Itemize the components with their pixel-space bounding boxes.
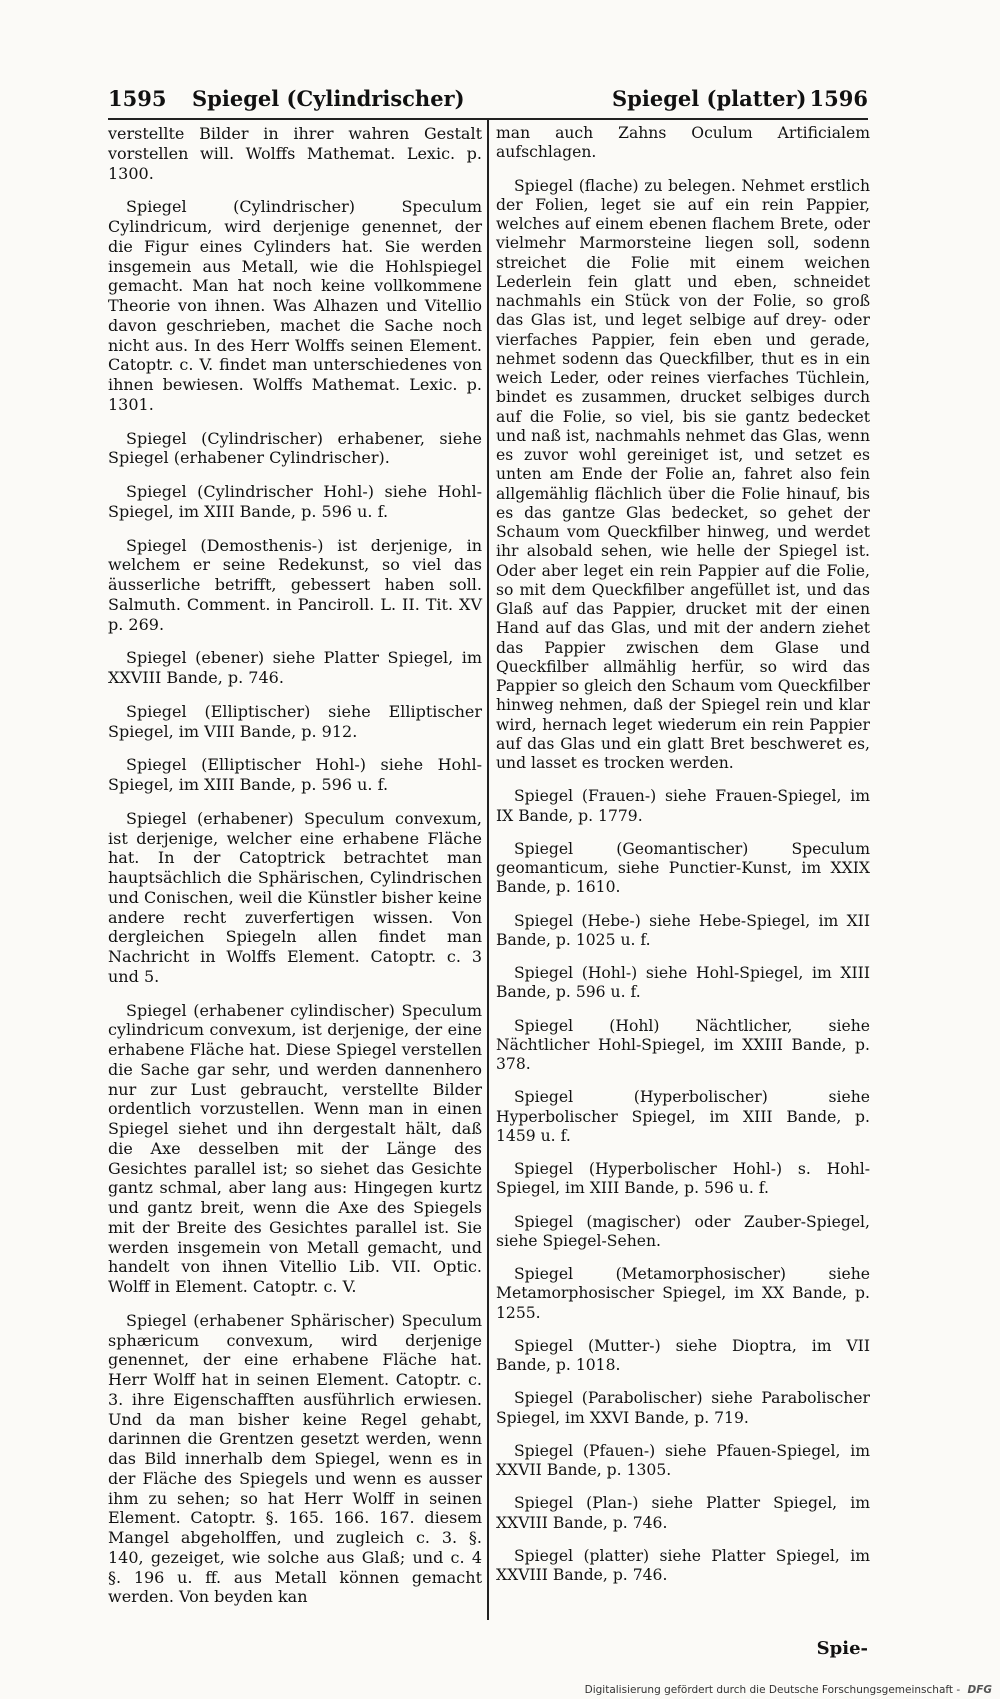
entry: Spiegel (Cylindrischer Hohl-) siehe Hohl-Spiegel, im XIII Bande, p. 596 u. f. — [108, 482, 482, 521]
entry: Spiegel (Frauen-) siehe Frauen-Spiegel, im IX Bande, p. 1779. — [496, 787, 870, 825]
entry: Spiegel (erhabener) Speculum convexum, ist derjenige, welcher eine erhabene Fläche hat. In der Catoptrick betrachtet man hauptsächlich die Sphärischen, Cylindrischen und Conischen, weil die Künstler bisher keine andere recht zuverfertigen wissen. Von dergleichen Spiegeln allen findet man Nachricht in Wolffs Element. Catoptr. c. 3 und 5. — [108, 808, 482, 986]
entry: Spiegel (Hohl) Nächtlicher, siehe Nächtlicher Hohl-Spiegel, im XXIII Bande, p. 378. — [496, 1016, 870, 1073]
catchword: Spie- — [816, 1638, 868, 1659]
entry: Spiegel (Cylindrischer) erhabener, siehe Spiegel (erhabener Cylindrischer). — [108, 428, 482, 468]
footer-text: Digitalisierung gefördert durch die Deutsche Forschungsgemeinschaft - — [584, 1684, 961, 1696]
entry: Spiegel (Elliptischer Hohl-) siehe Hohl-Spiegel, im XIII Bande, p. 596 u. f. — [108, 755, 482, 794]
entry: verstellte Bilder in ihrer wahren Gestalt vorstellen will. Wolffs Mathemat. Lexic. p. 1300. — [108, 124, 482, 183]
page-header — [108, 86, 868, 114]
digitization-footer — [540, 1684, 992, 1698]
page-number-right: 1596 — [809, 86, 868, 111]
entry: man auch Zahns Oculum Artificialem aufschlagen. — [496, 124, 870, 162]
page-number-left: 1595 — [108, 86, 167, 111]
running-title-right: Spiegel (platter) — [612, 86, 807, 111]
entry: Spiegel (flache) zu belegen. Nehmet erstlich der Folien, leget sie auf ein rein Pappier, welches auf einem ebenen flachem Brete, oder vielmehr Marmorsteine liegen soll, sodenn streichet die Folie mit einem weichen Lederlein fein glatt und eben, schneidet nachmahls ein Stück von der Folie, so groß das Glas ist, und leget selbige auf drey- oder vierfaches Pappier, fein eben und gerade, nehmet sodenn das Queckfilber, thut es in ein weich Leder, oder reines vierfaches Tüchlein, bindet es zusammen, drucket selbiges durch auf die Folie, so viel, bis sie gantz bedecket und naß ist, nachmahls nehmet das Glas, wenn es zuvor wohl gereiniget ist, und setzet es unten am Ende der Folie an, fahret also fein allgemählig flächlich über die Folie hinauf, bis es das gantze Glas bedecket, so gehet der Schaum vom Queckfilber hinweg, und werdet ihr alsobald sehen, wie helle der Spiegel ist. Oder aber leget ein rein Pappier auf die Folie, so mit dem Queckfilber angefüllet ist, und das Glaß auf das Pappier, drucket mit der einen Hand auf das Glas, und mit der andern ziehet das Pappier zwischen dem Glase und Queckfilber allmählig herfür, so wird das Pappier so gleich den Schaum vom Queckfilber hinweg nehmen, daß der Spiegel rein und klar wird, hernach leget wiederum ein rein Pappier auf das Glas und ein glatt Bret beschweret es, und lasset es trocken werden. — [496, 176, 870, 772]
entry: Spiegel (Hohl-) siehe Hohl-Spiegel, im XIII Bande, p. 596 u. f. — [496, 964, 870, 1002]
entry: Spiegel (Mutter-) siehe Dioptra, im VII Bande, p. 1018. — [496, 1336, 870, 1374]
entry: Spiegel (erhabener Sphärischer) Speculum sphæricum convexum, wird derjenige genennet, der eine erhabene Fläche hat. Herr Wolff hat in seinen Element. Catoptr. c. 3. ihre Eigenschafften ausführlich erwiesen. Und da man bisher keine Regel gehabt, darinnen die Grentzen gesetzt werden, wenn das Bild innerhalb dem Spiegel, wenn es in der Fläche des Spiegels und wenn es ausser ihm zu sehen; so hat Herr Wolff in seinen Element. Catoptr. §. 165. 166. 167. diesem Mangel abgeholffen, und zugleich c. 3. §. 140, gezeiget, wie solche aus Glaß; und c. 4 §. 196 u. ff. aus Metall können gemacht werden. Von beyden kan — [108, 1310, 482, 1607]
entry: Spiegel (ebener) siehe Platter Spiegel, im XXVIII Bande, p. 746. — [108, 648, 482, 687]
entry: Spiegel (Elliptischer) siehe Elliptischer Spiegel, im VIII Bande, p. 912. — [108, 701, 482, 741]
entry: Spiegel (Parabolischer) siehe Parabolischer Spiegel, im XXVI Bande, p. 719. — [496, 1389, 870, 1427]
entry: Spiegel (Metamorphosischer) siehe Metamorphosischer Spiegel, im XX Bande, p. 1255. — [496, 1265, 870, 1322]
entry: Spiegel (Hyperbolischer Hohl-) s. Hohl-Spiegel, im XIII Bande, p. 596 u. f. — [496, 1160, 870, 1198]
entry: Spiegel (Hyperbolischer) siehe Hyperbolischer Spiegel, im XIII Bande, p. 1459 u. f. — [496, 1088, 870, 1145]
dfg-logo: DFG — [967, 1684, 992, 1696]
entry: Spiegel (platter) siehe Platter Spiegel, im XXVIII Bande, p. 746. — [496, 1546, 870, 1584]
entry: Spiegel (Pfauen-) siehe Pfauen-Spiegel, im XXVII Bande, p. 1305. — [496, 1441, 870, 1479]
entry: Spiegel (Plan-) siehe Platter Spiegel, im XXVIII Bande, p. 746. — [496, 1494, 870, 1532]
right-column — [496, 124, 870, 1599]
entry: Spiegel (Demosthenis-) ist derjenige, in welchem er seine Redekunst, so viel das äusserliche betrifft, gebessert haben soll. Salmuth. Comment. in Panciroll. L. II. Tit. XV p. 269. — [108, 535, 482, 634]
entry: Spiegel (erhabener cylindischer) Speculum cylindricum convexum, ist derjenige, der eine erhabene Fläche hat. Diese Spiegel verstellen die Sache gar sehr, und werden dannenhero nur zur Lust gebraucht, verstellte Bilder ordentlich vorzustellen. Wenn man in einen Spiegel siehet und ihn dergestalt hält, daß die Axe desselben mit der Länge des Gesichtes parallel ist; so siehet das Gesichte gantz schmal, aber lang aus: Hingegen kurtz und gantz breit, wenn die Axe des Spiegels mit der Breite des Gesichtes parallel ist. Sie werden insgemein von Metall gemacht, und handelt von ihnen Vitellio Lib. VII. Optic. Wolff in Element. Catoptr. c. V. — [108, 1000, 482, 1296]
running-title-left: Spiegel (Cylindrischer) — [192, 86, 465, 111]
left-column — [108, 124, 482, 1621]
entry: Spiegel (Hebe-) siehe Hebe-Spiegel, im XII Bande, p. 1025 u. f. — [496, 911, 870, 949]
column-divider — [487, 120, 489, 1620]
entry: Spiegel (magischer) oder Zauber-Spiegel, siehe Spiegel-Sehen. — [496, 1212, 870, 1250]
entry: Spiegel (Geomantischer) Speculum geomanticum, siehe Punctier-Kunst, im XXIX Bande, p. 1610. — [496, 839, 870, 897]
entry: Spiegel (Cylindrischer) Speculum Cylindricum, wird derjenige genennet, der die Figur eines Cylinders hat. Sie werden insgemein aus Metall, wie die Hohlspiegel gemacht. Man hat noch keine vollkommene Theorie von ihnen. Was Alhazen und Vitellio davon geschrieben, machet die Sache noch nicht aus. In des Herr Wolffs seinen Element. Catoptr. c. V. findet man unterschiedenes von ihnen bewiesen. Wolffs Mathemat. Lexic. p. 1301. — [108, 197, 482, 414]
